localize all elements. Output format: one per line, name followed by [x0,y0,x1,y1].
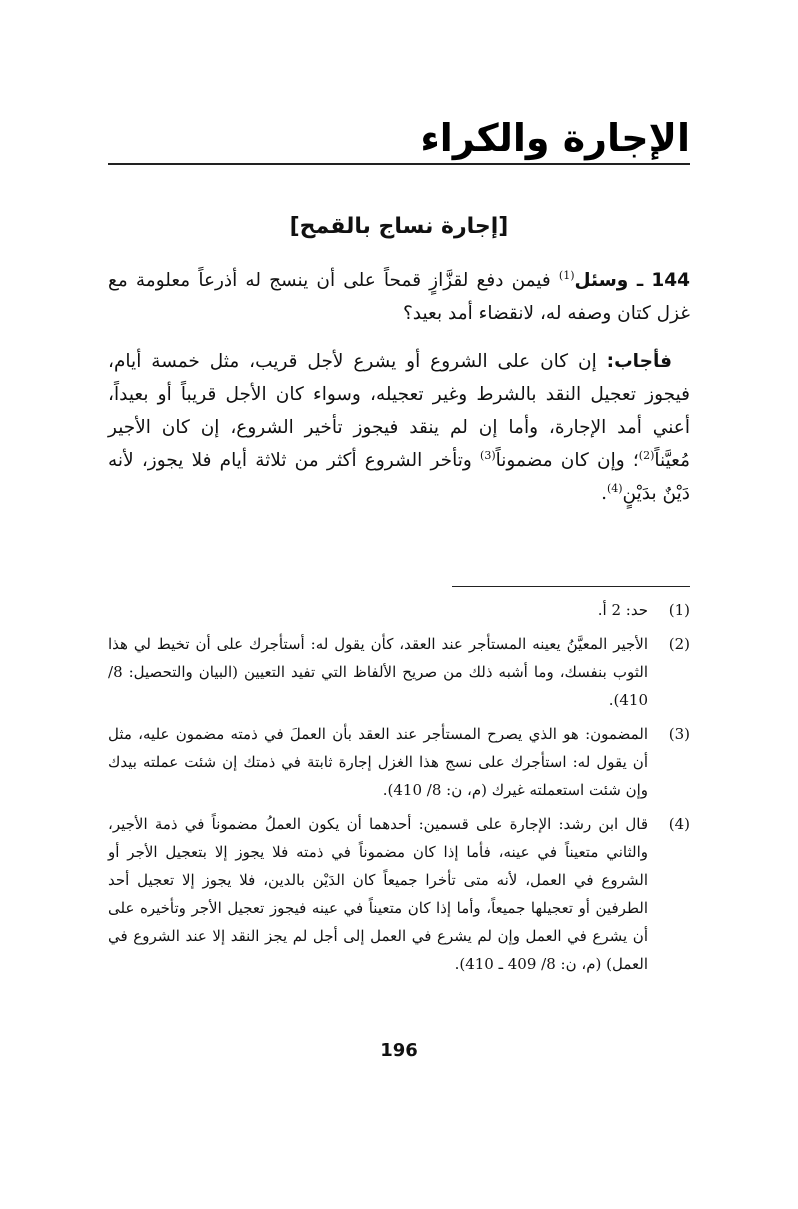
answer-paragraph [108,345,690,510]
footnote-number: (2) [668,635,690,653]
question-lead: ـ وسئل [574,270,644,291]
section-heading: [إجارة نساج بالقمح] [289,214,509,239]
answer-text-2: ؛ وإن كان مضموناً [495,450,639,471]
footnote-number: (3) [668,725,690,743]
footnote-ref-1[interactable]: (1) [558,268,575,282]
answer-text-1: إن كان على الشروع أو يشرع لأجل قريب، مثل خمسة أيام، فيجوز تعجيل النقد بالشرط وغير تعجيله، وسواء كان الأجل قريباً أو بعيداً، أعني أمد الإجارة، وأما إن لم ينقد فيجوز تأخير الشروع، إن كان الأجير مُعيَّناً [108,351,690,471]
footnote-number: (1) [668,601,690,619]
question-text: فيمن دفع لقزَّازٍ قمحاً على أن ينسج له أذرعاً معلومة مع غزل كتان وصفه له، لانقضاء أمد بعيد؟ [108,270,690,324]
question-paragraph [108,264,690,330]
page-number: 196 [380,1040,418,1061]
answer-text-3: وتأخر الشروع أكثر من ثلاثة أيام فلا يجوز، لأنه دَيْنٌ بدَيْنٍ [108,450,690,504]
answer-text-4: . [601,483,607,504]
footnote-text: حد: 2 أ. [597,601,648,619]
footnote-item [108,630,690,714]
footnote-ref-3[interactable]: (3) [480,448,496,462]
footnote-text: المضمون: هو الذي يصرح المستأجر عند العقد بأن العملَ في ذمته مضمون عليه، مثل أن يقول له: استأجرك على نسج هذا الغزل إجارة ثابتة في ذمتك إن شئت عملته بيدك وإن شئت استعملته غيرك (م، ن: 8/ 410). [108,725,648,799]
question-number: 144 [651,270,691,291]
footnote-list [108,596,690,984]
chapter-title: الإجارة والكراء [420,116,690,160]
title-rule [108,163,690,165]
footnote-item [108,810,690,978]
answer-lead: فأجاب: [606,351,672,372]
footnote-separator [452,586,690,587]
footnote-item [108,596,690,624]
footnote-ref-2[interactable]: (2) [638,448,655,462]
footnote-text: الأجير المعيَّنُ يعينه المستأجر عند العقد، كأن يقول له: أستأجرك على أن تخيط لي هذا الثوب بنفسك، وما أشبه ذلك من صريح الألفاظ التي تفيد التعيين (البيان والتحصيل: 8/ 410). [108,635,648,709]
footnote-item [108,720,690,804]
footnote-text: قال ابن رشد: الإجارة على قسمين: أحدهما أن يكون العملُ مضموناً في ذمة الأجير، والثاني متعيناً في عينه، فأما إذا كان مضموناً في ذمته فلا يجوز إلا بتعجيل الأجر أو الشروع في العمل، لأنه متى تأخرا جميعاً كان الدَيْن بالدين، فلا يجوز إلا تعجيل أحد الطرفين أو تعجيلها جميعاً، وأما إذا كان متعيناً في عينه فيجوز تعجيل الأجر وتأخيره على أن يشرع في العمل وإن لم يشرع في العمل إلى أجل لم يجز النقد إلا عند الشروع في العمل) (م، ن: 8/ 409 ـ 410). [108,815,648,973]
footnote-ref-4[interactable]: (4) [606,481,623,495]
footnote-number: (4) [668,815,690,833]
